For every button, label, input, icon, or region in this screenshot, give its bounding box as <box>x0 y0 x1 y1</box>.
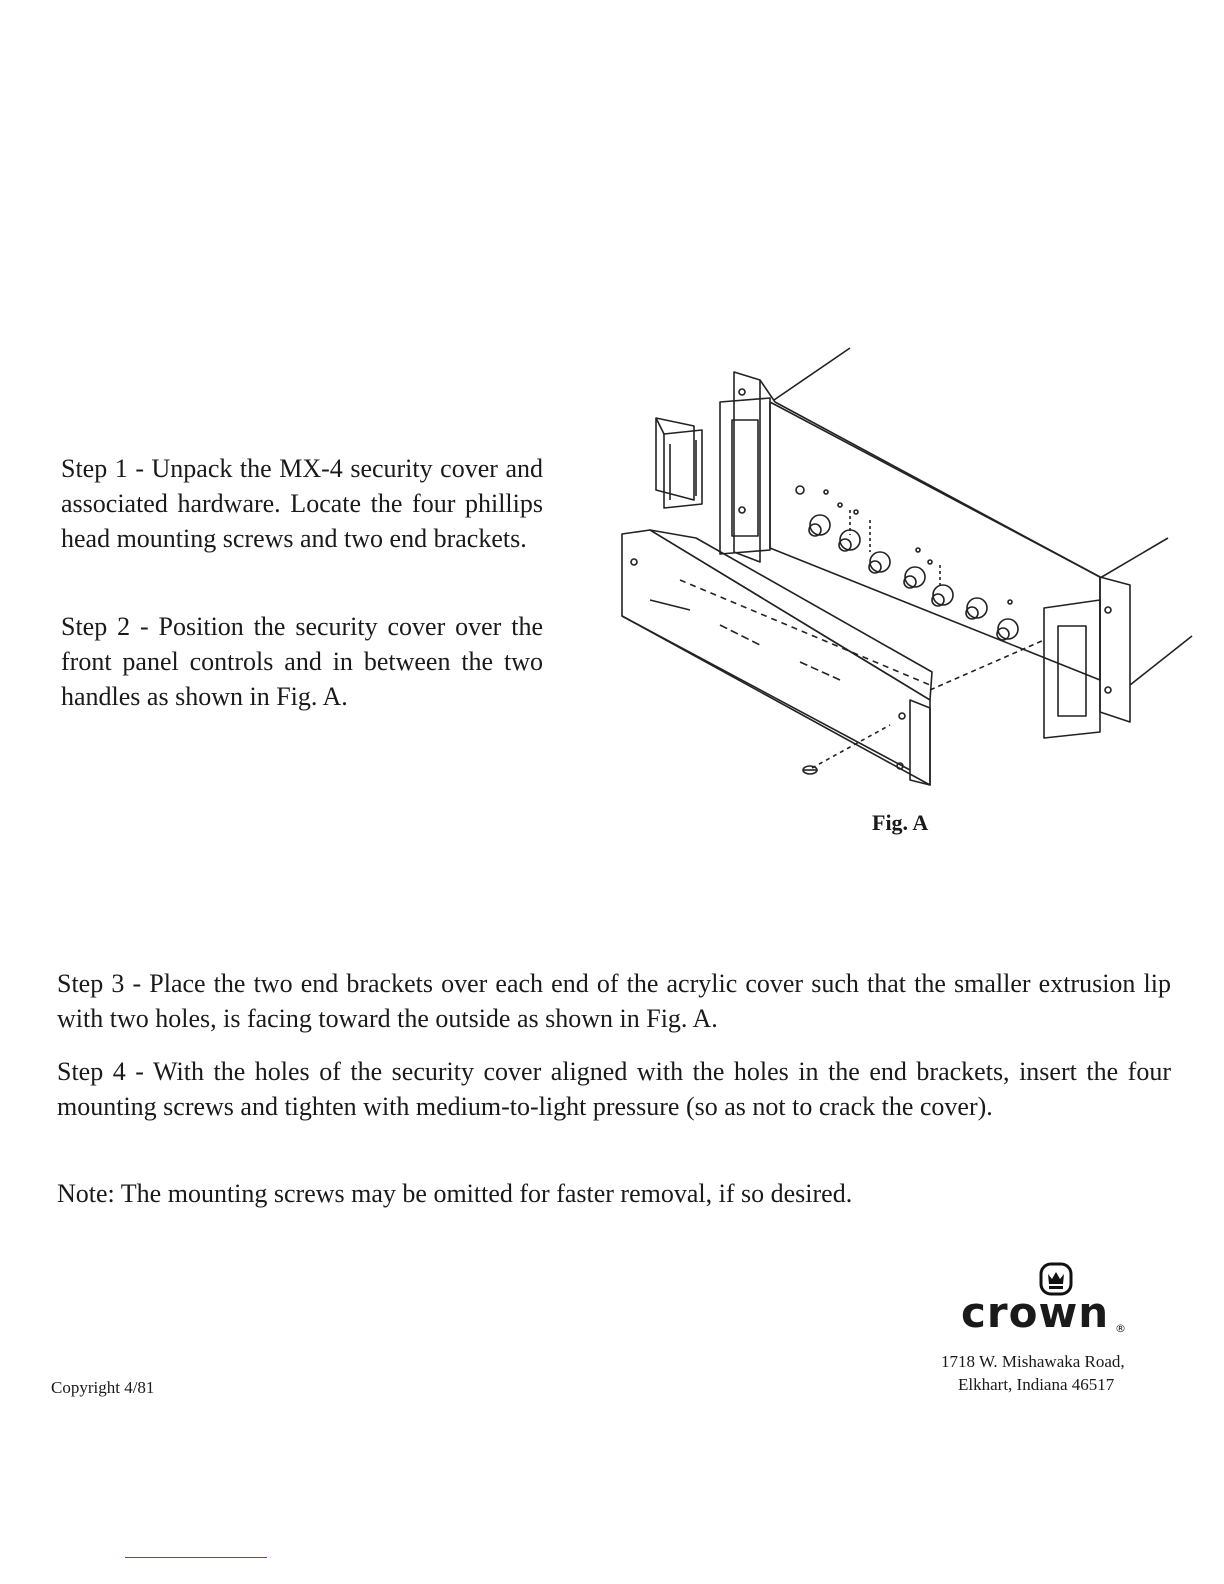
address-line-1: 1718 W. Mishawaka Road, <box>941 1352 1125 1371</box>
bottom-divider <box>125 1557 267 1558</box>
chassis-edge-line <box>774 348 850 400</box>
figure-caption: Fig. A <box>872 810 929 835</box>
right-handle <box>1044 577 1130 738</box>
control-knobs <box>796 486 1018 640</box>
step-2-text: Step 2 - Position the security cover over the front panel controls and in between the two handles as shown in Fig. A. <box>61 612 543 711</box>
end-bracket <box>656 418 702 508</box>
security-cover <box>622 530 932 785</box>
chassis-edge-line <box>1100 538 1168 578</box>
registered-mark: ® <box>1115 1322 1126 1335</box>
front-panel <box>770 402 1100 680</box>
step-3-text: Step 3 - Place the two end brackets over each end of the acrylic cover such that the smaller extrusion lip with two holes, is facing toward the outside as shown in Fig. A. <box>57 969 1171 1033</box>
crown-logo-block <box>925 1258 1185 1408</box>
note-text: Note: The mounting screws may be omitted for faster removal, if so desired. <box>57 1179 853 1208</box>
step-1-text: Step 1 - Unpack the MX-4 security cover and associated hardware. Locate the four phillips head mounting screws and two end brackets. <box>61 454 543 553</box>
brand-name: crown <box>961 1288 1110 1337</box>
copyright-notice: Copyright 4/81 <box>51 1378 155 1397</box>
mx4-assembly-diagram <box>600 340 1200 800</box>
mounting-screw <box>803 725 890 774</box>
chassis-edge-line <box>1130 636 1192 685</box>
address-line-2: Elkhart, Indiana 46517 <box>958 1375 1115 1394</box>
step-4-text: Step 4 - With the holes of the security cover aligned with the holes in the end brackets, insert the four mounting screws and tighten with medium-to-light pressure (so as not to crack the cover). <box>57 1057 1171 1121</box>
left-handle <box>720 372 775 562</box>
